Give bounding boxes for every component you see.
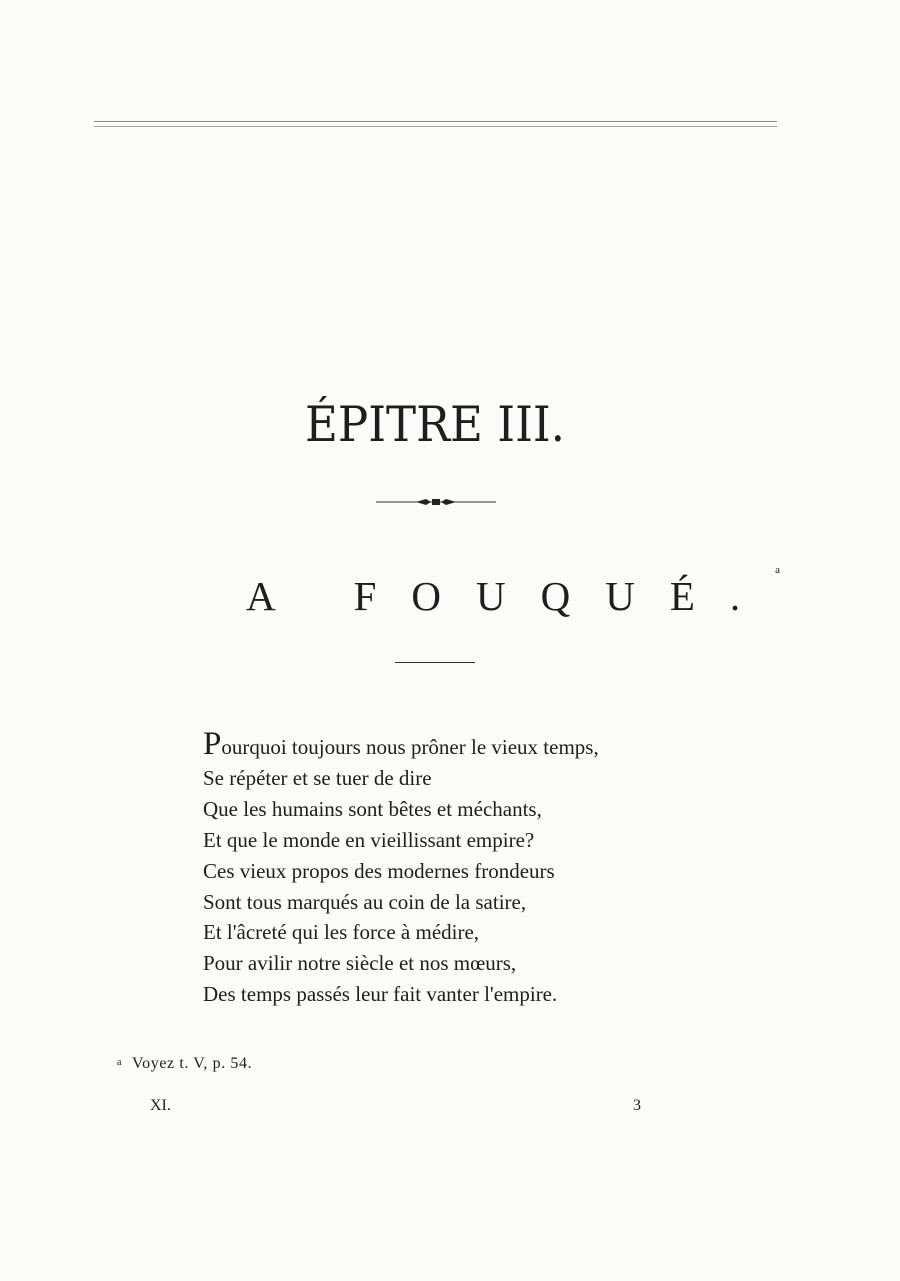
top-rule — [94, 121, 777, 127]
footnote-text: Voyez t. V, p. 54. — [132, 1055, 253, 1072]
page-title: ÉPITRE III. — [304, 396, 566, 453]
poem-line: Ces vieux propos des modernes frondeurs — [203, 858, 555, 883]
ornament-divider — [376, 495, 496, 509]
dedication-heading — [246, 564, 781, 620]
poem-line: Que les humains sont bêtes et méchants, — [203, 796, 542, 821]
poem-body — [203, 726, 723, 1010]
signature-mark: XI. — [150, 1097, 171, 1114]
poem-line: Des temps passés leur fait vanter l'empire. — [203, 982, 558, 1007]
poem-line: Se répéter et se tuer de dire — [203, 765, 432, 790]
poem-line: Sont tous marqués au coin de la satire, — [203, 889, 527, 914]
first-line-text: ourquoi toujours nous prôner le vieux temps, — [221, 735, 599, 759]
poem-line: Pour avilir notre siècle et nos mœurs, — [203, 951, 517, 976]
footnote — [117, 1055, 252, 1073]
poem-line — [203, 726, 723, 763]
page-number: 3 — [633, 1097, 641, 1114]
poem-line: Et l'âcreté qui les force à médire, — [203, 920, 480, 945]
short-rule — [395, 662, 475, 663]
footnote-reference: a — [775, 564, 781, 577]
drop-cap: P — [203, 726, 222, 762]
dedication-text: A FOUQUÉ. — [246, 573, 776, 619]
footnote-mark: a — [117, 1057, 123, 1068]
poem-line: Et que le monde en vieillissant empire? — [203, 827, 535, 852]
